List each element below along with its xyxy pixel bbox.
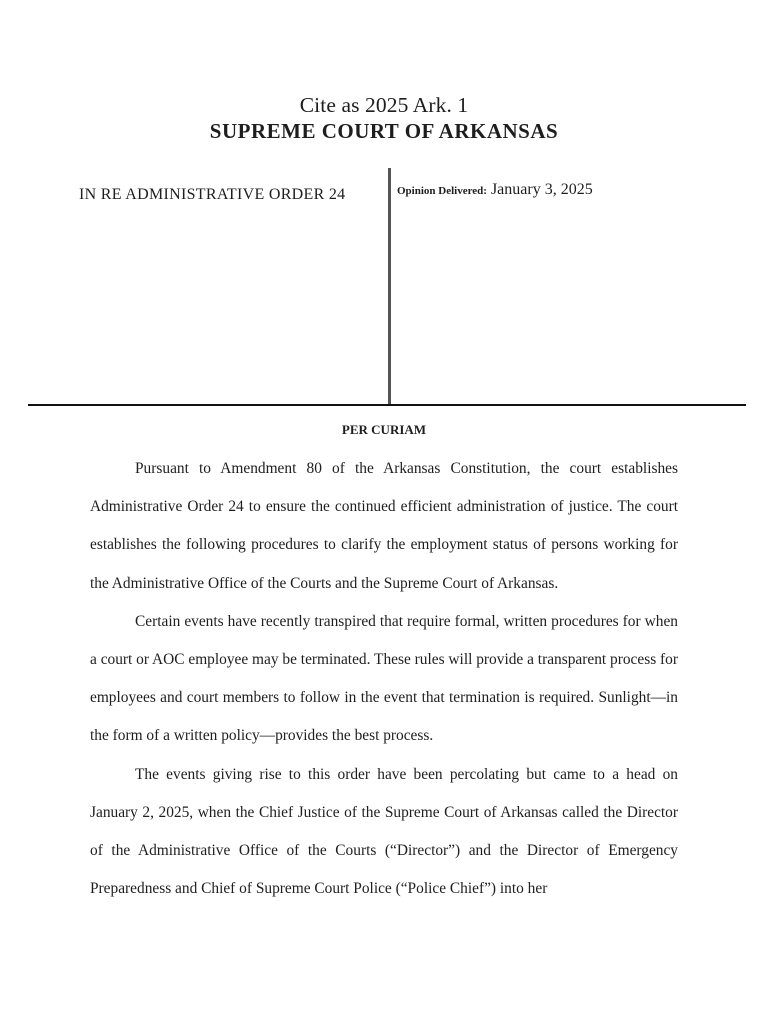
citation: Cite as 2025 Ark. 1	[299, 93, 469, 117]
opinion-delivered-label: Opinion Delivered:	[397, 185, 487, 197]
opinion-body	[90, 450, 678, 908]
opinion-delivered	[397, 181, 737, 199]
opinion-heading: PER CURIAM	[341, 422, 427, 437]
court-name: SUPREME COURT OF ARKANSAS	[209, 119, 559, 143]
case-title: IN RE ADMINISTRATIVE ORDER 24	[79, 186, 346, 203]
paragraph: The events giving rise to this order have been percolating but came to a head on January 2, 2025, when the Chief Justice of the Supreme Court of Arkansas called the Director of the Administrative Office of the Courts (“Director”) and the Director of Emergency Preparedness and Chief of Supreme Court Police (“Police Chief”) into her	[90, 765, 678, 898]
paragraph: Pursuant to Amendment 80 of the Arkansas Constitution, the court establishes Administrative Order 24 to ensure the continued efficient administration of justice. The court establishes the following procedures to clarify the employment status of persons working for the Administrative Office of the Courts and the Supreme Court of Arkansas.	[90, 460, 678, 592]
caption-divider-horizontal	[28, 404, 746, 406]
opinion-delivered-date: January 3, 2025	[490, 181, 593, 198]
caption-divider-vertical	[388, 168, 391, 405]
paragraph: Certain events have recently transpired that require formal, written procedures for when a court or AOC employee may be terminated. These rules will provide a transparent process for employees and court members to follow in the event that termination is required. Sunlight—in the form of a written policy—provides the best process.	[90, 612, 678, 745]
